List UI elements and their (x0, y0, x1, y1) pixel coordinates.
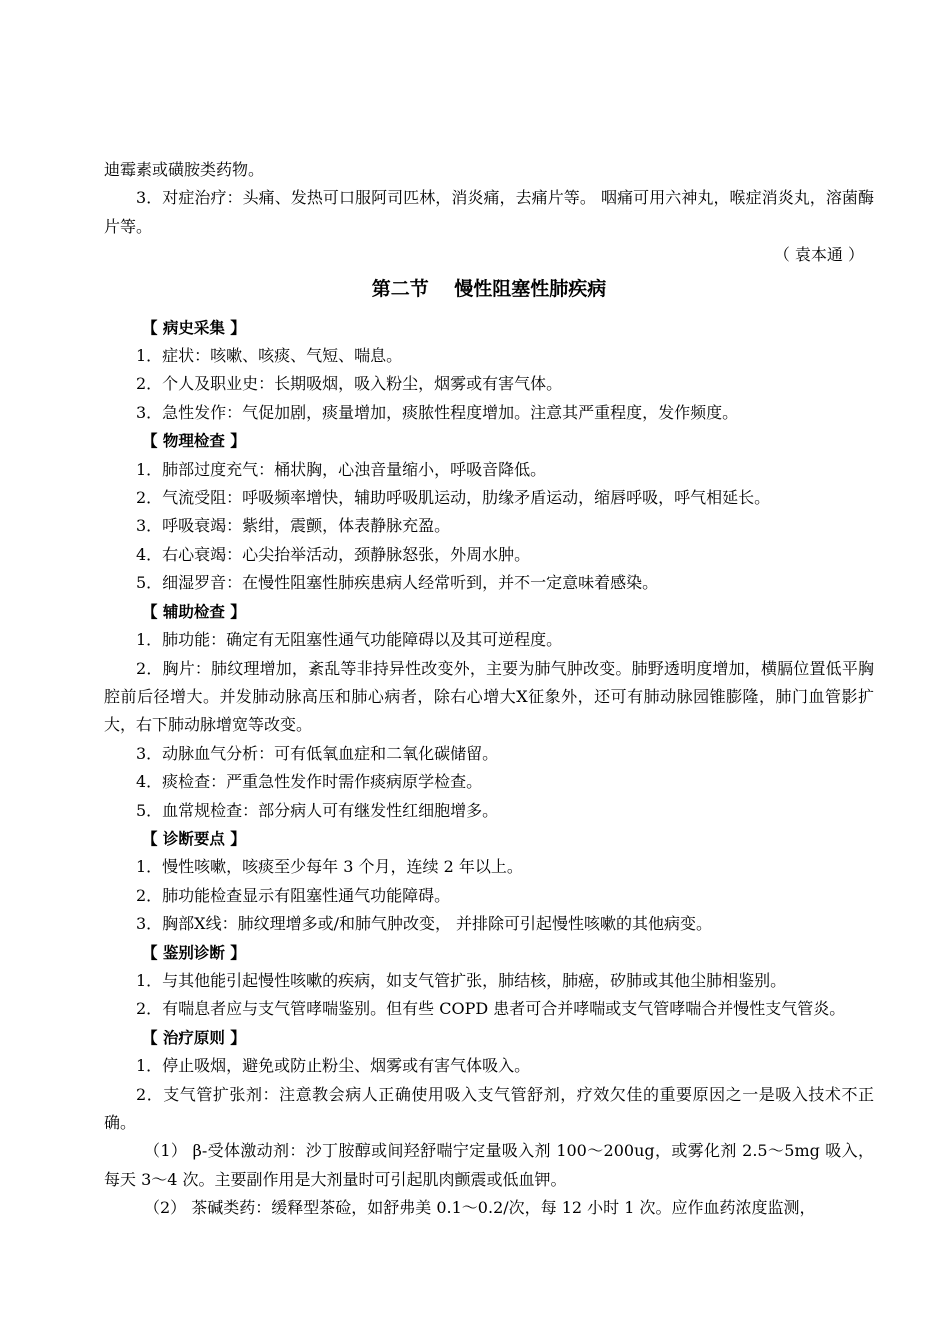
auxiliary-item: 5．血常规检查：部分病人可有继发性红细胞增多。 (136, 800, 499, 820)
treatment-item: 1．停止吸烟，避免或防止粉尘、烟雾或有害气体吸入。 (136, 1056, 531, 1076)
heading-history: 【 病史采集 】 (142, 318, 246, 337)
section-title: 第二节 慢性阻塞性肺疾病 (371, 277, 607, 300)
treatment-subitem: （2） 茶碱类药：缓释型茶硷，如舒弗美 0.1～0.2/次，每 12 小时 1 次。应作血药浓度监测， (144, 1198, 816, 1218)
physical-item: 1．肺部过度充气：桶状胸，心浊音量缩小，呼吸音降低。 (136, 459, 547, 479)
physical-item: 4．右心衰竭：心尖抬举活动，颈静脉怒张，外周水肿。 (136, 544, 531, 564)
auxiliary-item: 1．肺功能：确定有无阻塞性通气功能障碍以及其可逆程度。 (136, 630, 563, 650)
differential-item: 1．与其他能引起慢性咳嗽的疾病，如支气管扩张，肺结核，肺癌，矽肺或其他尘肺相鉴别。 (136, 970, 787, 990)
auxiliary-item: 3．动脉血气分析：可有低氧血症和二氧化碳储留。 (136, 743, 499, 763)
heading-treatment: 【 治疗原则 】 (142, 1028, 246, 1047)
physical-item: 5．细湿罗音：在慢性阻塞性肺疾患病人经常听到，并不一定意味着感染。 (136, 573, 659, 593)
physical-item: 2．气流受阻：呼吸频率增快，辅助呼吸肌运动，肋缘矛盾运动，缩唇呼吸，呼气相延长。 (136, 488, 771, 508)
treatment-subitem: （1） β-受体激动剂：沙丁胺醇或间羟舒喘宁定量吸入剂 100～200ug，或雾化剂 2.5～5mg 吸入，每天 3～4 次。主要副作用是大剂量时可引起肌肉颤震或低血钾。 (104, 1141, 874, 1189)
physical-item: 3．呼吸衰竭：紫绀，震颤，体表静脉充盈。 (136, 516, 451, 536)
auxiliary-item: 4．痰检查：严重急性发作时需作痰病原学检查。 (136, 772, 483, 792)
auxiliary-item: 2．胸片：肺纹理增加，紊乱等非持异性改变外，主要为肺气肿改变。肺野透明度增加，横膈位置低平胸腔前后径增大。并发肺动脉高压和肺心病者，除右心增大Ⅹ征象外，还可有肺动脉园锥膨隆，肺门血管影扩大，右下肺动脉增宽等改变。 (104, 658, 874, 735)
heading-differential: 【 鉴别诊断 】 (142, 943, 246, 962)
author-credit: （ 袁本通 ） (773, 245, 864, 265)
diagnosis-item: 1．慢性咳嗽，咳痰至少每年 3 个月，连续 2 年以上。 (136, 857, 523, 877)
history-item: 1．症状：咳嗽、咳痰、气短、喘息。 (136, 346, 403, 366)
intro-symptomatic-treatment: 3．对症治疗：头痛、发热可口服阿司匹林，消炎痛，去痛片等。 咽痛可用六神丸，喉症消炎丸，溶菌酶片等。 (104, 188, 874, 236)
heading-physical-exam: 【 物理检查 】 (142, 432, 246, 451)
diagnosis-item: 2．肺功能检查显示有阻塞性通气功能障碍。 (136, 885, 451, 905)
document-page (104, 156, 874, 1223)
intro-continuation: 迪霉素或磺胺类药物。 (104, 160, 265, 179)
treatment-item: 2．支气管扩张剂：注意教会病人正确使用吸入支气管舒剂，疗效欠佳的重要原因之一是吸入技术不正确。 (104, 1084, 874, 1132)
history-item: 3．急性发作：气促加剧，痰量增加，痰脓性程度增加。注意其严重程度，发作频度。 (136, 402, 739, 422)
heading-auxiliary-exam: 【 辅助检查 】 (142, 602, 246, 621)
heading-diagnosis: 【 诊断要点 】 (142, 829, 246, 848)
history-item: 2．个人及职业史：长期吸烟，吸入粉尘，烟雾或有害气体。 (136, 374, 563, 394)
diagnosis-item: 3．胸部Ⅹ线：肺纹理增多或/和肺气肿改变， 并排除可引起慢性咳嗽的其他病变。 (136, 914, 713, 934)
differential-item: 2．有喘息者应与支气管哮喘鉴别。但有些 COPD 患者可合并哮喘或支气管哮喘合并慢性支气管炎。 (136, 999, 846, 1019)
